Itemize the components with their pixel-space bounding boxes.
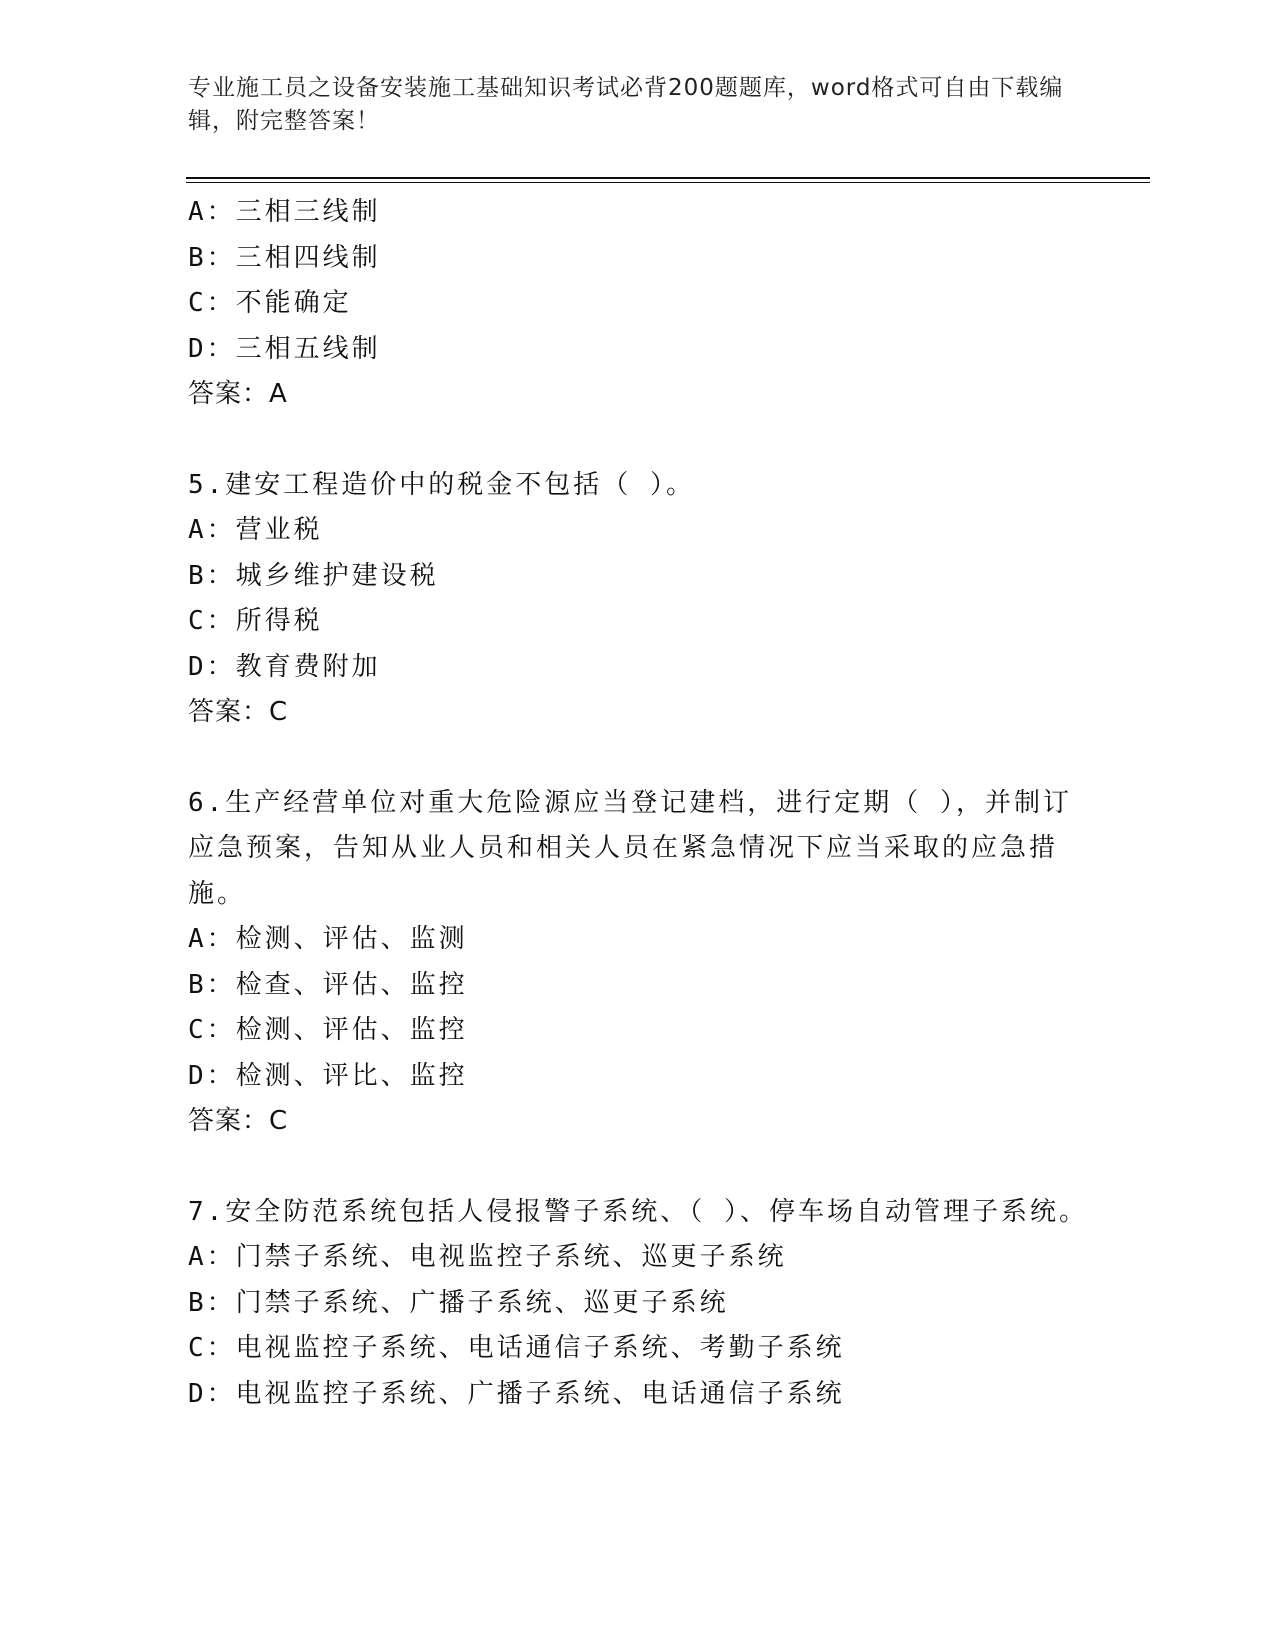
header-divider-thick [186,177,1150,179]
answer: 答案：C [188,1106,289,1136]
option-a: A：三相三线制 [188,197,381,227]
question-6 [188,781,1088,1145]
question-text: 6.生产经营单位对重大危险源应当登记建档，进行定期（ ），并制订应急预案，告知从业人员和相关人员在紧急情况下应当采取的应急措施。 [188,787,1072,909]
option-b: B：城乡维护建设税 [188,560,439,591]
option-a: A：门禁子系统、电视监控子系统、巡更子系统 [188,1242,787,1272]
option-c: C：检测、评估、监控 [188,1015,468,1045]
question-text: 7.安全防范系统包括人侵报警子系统、（ ）、停车场自动管理子系统。 [188,1196,1088,1227]
option-d: D：三相五线制 [188,333,381,364]
question-list [188,190,1088,1417]
answer: 答案：C [188,697,289,727]
spacer [188,1145,1088,1190]
answer: 答案：A [188,379,288,409]
question-7 [188,1190,1088,1418]
option-d: D：检测、评比、监控 [188,1060,468,1091]
header-divider-thin [186,182,1150,183]
option-a: A：营业税 [188,515,323,545]
option-b: B：检查、评估、监控 [188,969,468,1000]
option-b: B：门禁子系统、广播子系统、巡更子系统 [188,1287,729,1318]
option-c: C：所得税 [188,606,323,636]
option-d: D：电视监控子系统、广播子系统、电话通信子系统 [188,1378,845,1409]
spacer [188,736,1088,781]
document-header: 专业施工员之设备安装施工基础知识考试必背200题题库，word格式可自由下载编辑，附完整答案！ [188,75,1064,134]
option-d: D：教育费附加 [188,651,381,682]
spacer [188,418,1088,463]
option-c: C：电视监控子系统、电话通信子系统、考勤子系统 [188,1333,845,1363]
option-c: C：不能确定 [188,288,352,318]
option-b: B：三相四线制 [188,242,381,273]
option-a: A：检测、评估、监测 [188,924,468,954]
question-text: 5.建安工程造价中的税金不包括（ ）。 [188,469,695,500]
question-5 [188,463,1088,736]
question-4 [188,190,1088,418]
